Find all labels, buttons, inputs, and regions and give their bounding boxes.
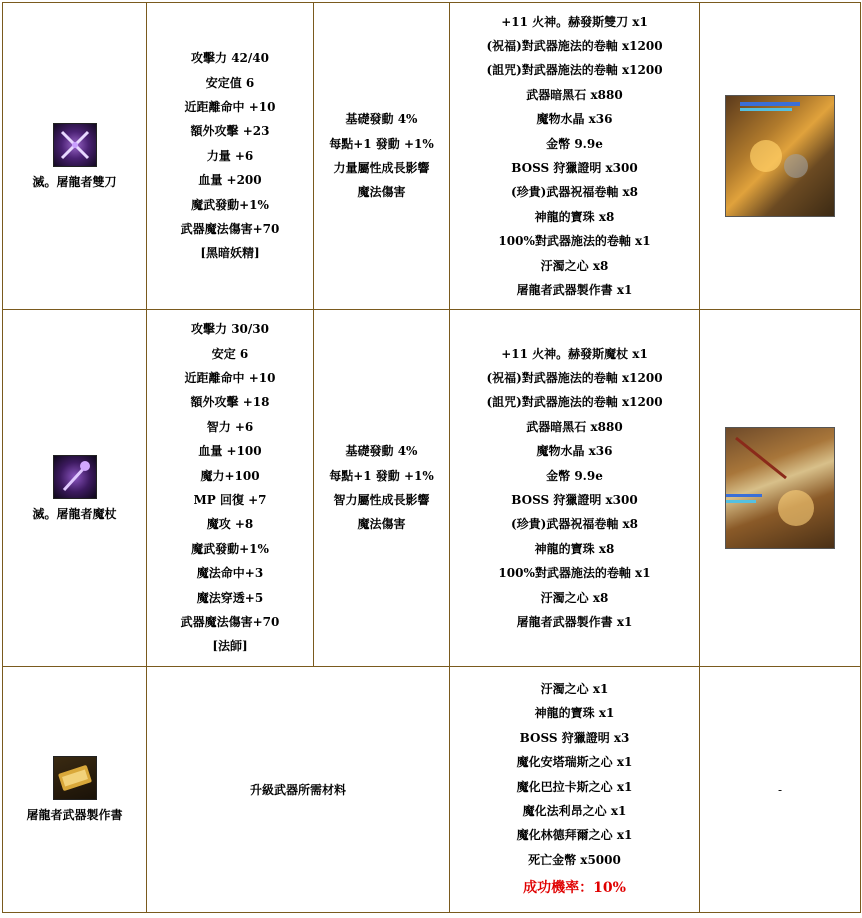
effect-line: 智力屬性成長影響 xyxy=(333,493,430,507)
material-line: 武器暗黑石 x880 xyxy=(526,419,623,434)
stat-line: 武器魔法傷害+70 xyxy=(180,615,280,630)
material-line: 屠龍者武器製作書 x1 xyxy=(516,615,633,630)
effect-line: 魔法傷害 xyxy=(357,517,406,532)
material-line: (詛咒)對武器施法的卷軸 x1200 xyxy=(486,63,663,78)
stat-line: 攻擊力 42/40 xyxy=(191,51,269,66)
material-line: 武器暗黑石 x880 xyxy=(526,87,623,102)
magic-staff-icon xyxy=(53,455,97,499)
material-line: 100%對武器施法的卷軸 x1 xyxy=(498,566,651,581)
stats-cell xyxy=(147,3,314,310)
material-line: 金幣 9.9e xyxy=(546,468,603,483)
material-line: (祝福)對武器施法的卷軸 x1200 xyxy=(486,38,663,53)
preview-placeholder: - xyxy=(777,782,783,797)
material-line: (祝福)對武器施法的卷軸 x1200 xyxy=(486,370,663,385)
table-row xyxy=(3,310,861,667)
stat-line: 血量 +100 xyxy=(198,444,262,459)
item-name: 滅。屠龍者魔杖 xyxy=(32,506,117,521)
stat-line: 魔力+100 xyxy=(200,468,260,483)
material-line: 魔化巴拉卡斯之心 x1 xyxy=(516,779,633,794)
stat-line: 力量 +6 xyxy=(206,148,254,163)
stat-line: 近距離命中 +10 xyxy=(184,99,276,114)
table-row xyxy=(3,3,861,310)
description-cell xyxy=(147,667,450,913)
item-cell xyxy=(3,667,147,913)
stat-line: 攻擊力 30/30 xyxy=(191,322,269,337)
material-line: 魔物水晶 x36 xyxy=(536,112,613,127)
material-line: 神龍的寶珠 x1 xyxy=(534,706,615,721)
stat-line: 魔攻 +8 xyxy=(206,517,254,532)
success-rate: 成功機率：10% xyxy=(523,880,626,897)
material-line: 魔物水晶 x36 xyxy=(536,444,613,459)
material-line: BOSS 狩獵證明 x300 xyxy=(511,493,638,507)
materials-list xyxy=(450,342,699,635)
effects-cell xyxy=(314,310,450,667)
materials-list xyxy=(450,10,699,303)
gameplay-screenshot xyxy=(725,427,835,549)
material-line: 汙濁之心 x8 xyxy=(540,590,609,605)
stat-line: 額外攻擊 +18 xyxy=(190,395,270,410)
stats-cell xyxy=(147,310,314,667)
stat-line: 智力 +6 xyxy=(206,419,254,434)
effects-list xyxy=(314,107,449,205)
stat-line: 近距離命中 +10 xyxy=(184,370,276,385)
description-text: 升級武器所需材料 xyxy=(249,783,346,797)
material-line: 100%對武器施法的卷軸 x1 xyxy=(498,234,651,249)
preview-cell xyxy=(700,667,861,913)
stat-line: MP 回復 +7 xyxy=(193,493,267,507)
stat-line: 魔武發動+1% xyxy=(191,541,269,556)
stat-line: 魔法穿透+5 xyxy=(196,590,264,605)
preview-cell xyxy=(700,3,861,310)
materials-cell xyxy=(450,310,700,667)
stats-list xyxy=(147,46,313,266)
stat-line: 武器魔法傷害+70 xyxy=(180,222,280,237)
stat-line: [黑暗妖精] xyxy=(200,246,260,261)
preview-cell xyxy=(700,310,861,667)
stat-line: 血量 +200 xyxy=(198,173,262,188)
item-name: 屠龍者武器製作書 xyxy=(26,808,123,822)
effects-cell xyxy=(314,3,450,310)
effect-line: 力量屬性成長影響 xyxy=(333,161,430,175)
stat-line: 額外攻擊 +23 xyxy=(190,124,270,139)
stat-line: [法師] xyxy=(212,639,248,654)
item-cell xyxy=(3,310,147,667)
materials-cell xyxy=(450,667,700,913)
effect-line: 基礎發動 4% xyxy=(345,444,418,459)
effect-line: 基礎發動 4% xyxy=(345,112,418,127)
stat-line: 安定 6 xyxy=(211,346,249,361)
stat-line: 魔武發動+1% xyxy=(191,197,269,212)
material-line: 魔化法利昂之心 x1 xyxy=(522,803,627,818)
item-name: 滅。屠龍者雙刀 xyxy=(32,174,117,189)
material-line: 神龍的寶珠 x8 xyxy=(534,541,615,556)
table-row xyxy=(3,667,861,913)
material-line: (珍貴)武器祝福卷軸 x8 xyxy=(510,185,639,200)
material-line: 魔化安塔瑞斯之心 x1 xyxy=(516,755,633,770)
stats-list xyxy=(147,317,313,659)
gameplay-screenshot xyxy=(725,95,835,217)
effects-list xyxy=(314,439,449,537)
stat-line: 安定值 6 xyxy=(205,75,255,90)
stat-line: 魔法命中+3 xyxy=(196,566,264,581)
materials-cell xyxy=(450,3,700,310)
material-line: +11 火神。赫發斯雙刀 x1 xyxy=(501,14,648,29)
material-line: 汙濁之心 x1 xyxy=(540,681,609,696)
material-line: 死亡金幣 x5000 xyxy=(528,852,621,867)
item-cell xyxy=(3,3,147,310)
material-line: 魔化林德拜爾之心 x1 xyxy=(516,828,633,843)
material-line: BOSS 狩獵證明 x3 xyxy=(519,730,630,745)
effect-line: 魔法傷害 xyxy=(357,185,406,200)
materials-list xyxy=(450,677,699,872)
material-line: +11 火神。赫發斯魔杖 x1 xyxy=(501,346,648,361)
material-line: 汙濁之心 x8 xyxy=(540,258,609,273)
material-line: (珍貴)武器祝福卷軸 x8 xyxy=(510,517,639,532)
material-line: 金幣 9.9e xyxy=(546,136,603,151)
material-line: 神龍的寶珠 x8 xyxy=(534,209,615,224)
material-line: 屠龍者武器製作書 x1 xyxy=(516,283,633,298)
crafting-book-icon xyxy=(53,756,97,800)
dual-blades-icon xyxy=(53,123,97,167)
material-line: (詛咒)對武器施法的卷軸 x1200 xyxy=(486,395,663,410)
material-line: BOSS 狩獵證明 x300 xyxy=(511,161,638,175)
effect-line: 每點+1 發動 +1% xyxy=(329,136,434,151)
effect-line: 每點+1 發動 +1% xyxy=(329,468,434,483)
weapon-upgrade-table xyxy=(2,2,861,913)
